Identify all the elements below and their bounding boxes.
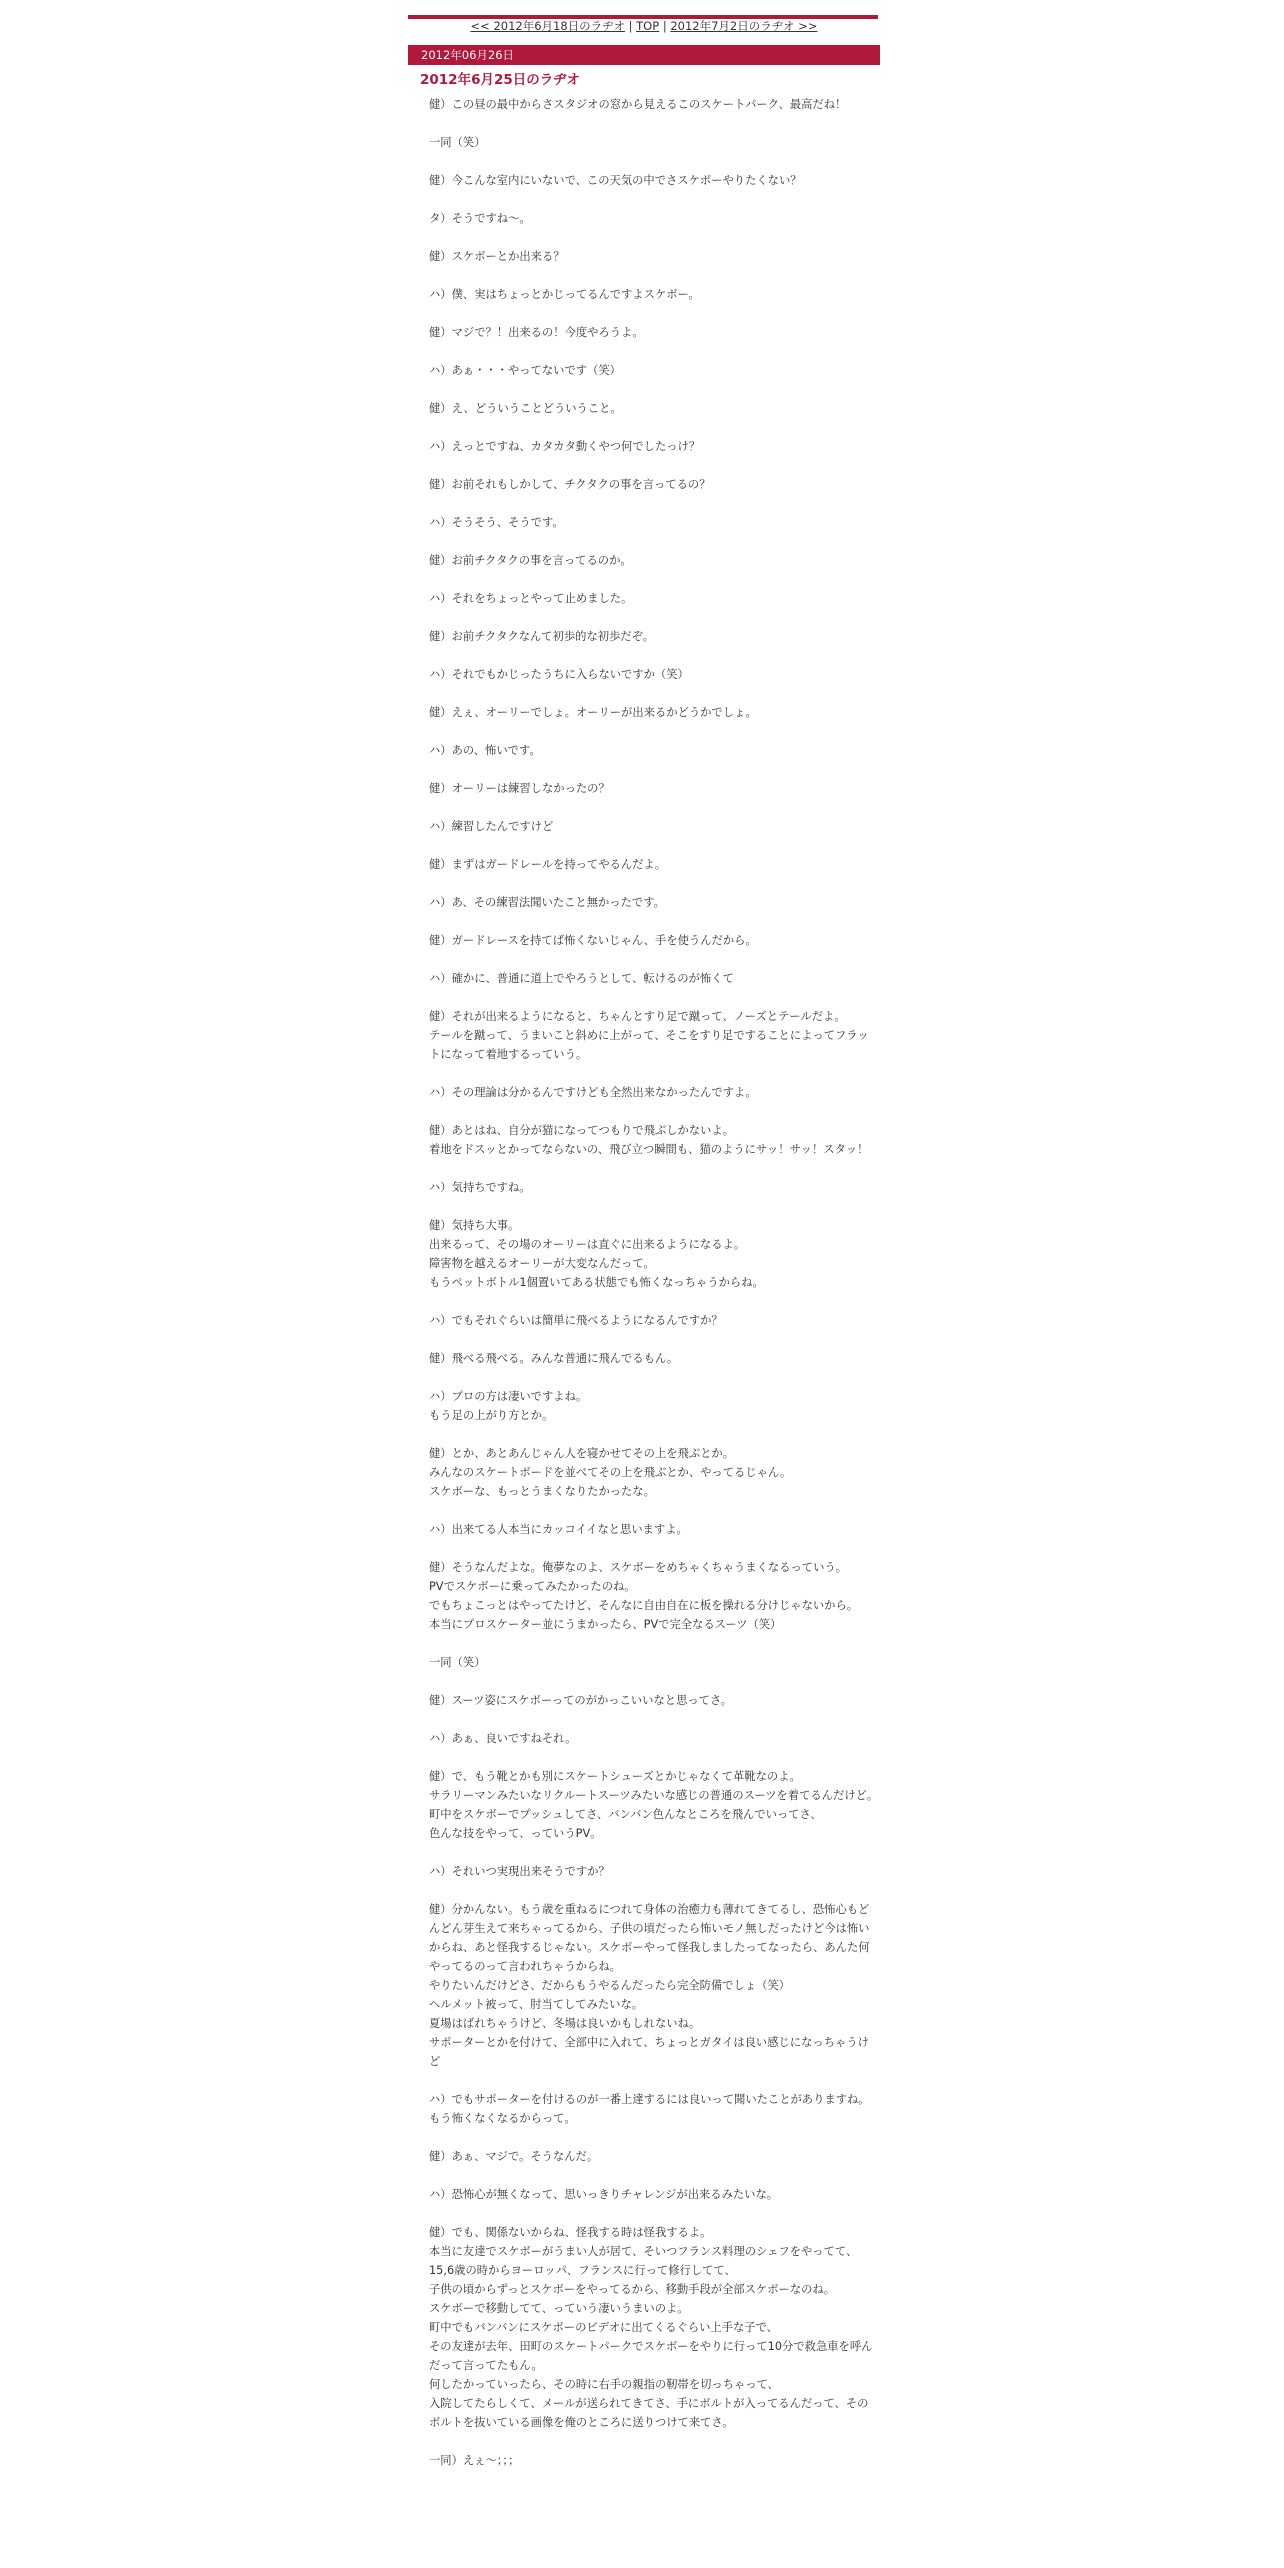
dialogue-paragraph: 一同（笑）	[429, 136, 486, 149]
dialogue-paragraph: ハ）それをちょっとやって止めました。	[429, 592, 633, 605]
dialogue-paragraph: 健）気持ち大事。 出来るって、その場のオーリーは直ぐに出来るようになるよ。 障害物を越えるオーリーが大変なんだって。 もうペットボトル1個置いてある状態でも怖くなっちゃうからね。	[429, 1219, 764, 1289]
dialogue-paragraph: 健）あぁ、マジで。そうなんだ。	[429, 2150, 599, 2163]
dialogue-paragraph: ハ）練習したんですけど	[429, 820, 554, 833]
dialogue-paragraph: 健）お前それもしかして、チクタクの事を言ってるの？	[429, 478, 711, 491]
dialogue-paragraph: 健）お前チクタクの事を言ってるのか。	[429, 554, 632, 567]
dialogue-paragraph: 一同（笑）	[429, 1656, 486, 1669]
nav-separator: |	[662, 19, 667, 33]
dialogue-paragraph: ハ）あの、怖いです。	[429, 744, 541, 757]
dialogue-paragraph: 健）でも、関係ないからね、怪我する時は怪我するよ。 本当に友達でスケボーがうまい人が居て、そいつフランス料理のシェフをやってて、15,6歳の時からヨーロッパ、フランスに行って修行してて、 子供の頃からずっとスケボーをやってるから、移動手段が全部スケボーなのね。 スケボーで移動してて、っていう凄いうまいのよ。 町中でもバンバンにスケボーのビデオに出てくるぐらい上手な子で、 その友達が去年、田町のスケートパークでスケボーをやりに行って10分で救急車を呼んだって言ってたもん。 何したかっていったら、その時に右手の親指の靭帯を切っちゃって、 入院してたらしくて、メールが送られてきてさ、手にボルトが入ってるんだって、そのボルトを抜いている画像を俺のところに送りつけて来てさ。	[429, 2226, 873, 2429]
dialogue-paragraph: ハ）出来てる人本当にカッコイイなと思いますよ。	[429, 1523, 688, 1536]
dialogue-paragraph: タ）そうですね～。	[429, 212, 531, 225]
dialogue-paragraph: 健）今こんな室内にいないで、この天気の中でさスケボーやりたくない？	[429, 174, 802, 187]
dialogue-paragraph: ハ）あぁ、良いですねそれ。	[429, 1732, 577, 1745]
dialogue-paragraph: 健）で、もう靴とかも別にスケートシューズとかじゃなくて革靴なのよ。 サラリーマンみたいなリクルートスーツみたいな感じの普通のスーツを着てるんだけど。 町中をスケボーでプッシュしてさ、バンバン色んなところを飛んでいってさ、 色んな技をやって、っていうPV。	[429, 1770, 879, 1840]
dialogue-paragraph: 健）まずはガードレールを持ってやるんだよ。	[429, 858, 667, 871]
dialogue-paragraph: ハ）確かに、普通に道上でやろうとして、転けるのが怖くて	[429, 972, 734, 985]
top-link[interactable]: TOP	[636, 19, 660, 33]
dialogue-paragraph: 健）ガードレースを持てば怖くないじゃん、手を使うんだから。	[429, 934, 757, 947]
dialogue-paragraph: 健）オーリーは練習しなかったの？	[429, 782, 610, 795]
dialogue-paragraph: 健）飛べる飛べる。みんな普通に飛んでるもん。	[429, 1352, 679, 1365]
dialogue-paragraph: ハ）えっとですね、カタカタ動くやつ何でしたっけ？	[429, 440, 701, 453]
dialogue-paragraph: ハ）プロの方は凄いですよね。 もう足の上がり方とか。	[429, 1390, 588, 1422]
dialogue-paragraph: ハ）僕、実はちょっとかじってるんですよスケボー。	[429, 288, 700, 301]
dialogue-paragraph: ハ）それでもかじったうちに入らないですか（笑）	[429, 668, 689, 681]
dialogue-paragraph: 一同）えぇ～；；；	[429, 2454, 520, 2467]
nav-separator: |	[628, 19, 633, 33]
dialogue-paragraph: ハ）そうそう、そうです。	[429, 516, 564, 529]
dialogue-paragraph: 健）そうなんだよな。俺夢なのよ、スケボーをめちゃくちゃうまくなるっていう。 PVでスケボーに乗ってみたかったのね。 でもちょこっとはやってたけど、そんなに自由自在に板を操れる分けじゃないから。 本当にプロスケーター並にうまかったら、PVで完全なるスーツ（笑）	[429, 1561, 859, 1631]
entry-title: 2012年6月25日のラヂオ	[420, 72, 580, 88]
dialogue-paragraph: ハ）気持ちですね。	[429, 1181, 531, 1194]
dialogue-paragraph: ハ）その理論は分かるんですけども全然出来なかったんですよ。	[429, 1086, 757, 1099]
dialogue-paragraph: 健）えぇ、オーリーでしょ。オーリーが出来るかどうかでしょ。	[429, 706, 757, 719]
dialogue-paragraph: 健）それが出来るようになると、ちゃんとすり足で蹴って、ノーズとテールだよ。 テールを蹴って、うまいこと斜めに上がって、そこをすり足ですることによってフラットになって着地するっていう。	[429, 1010, 869, 1061]
dialogue-paragraph: ハ）恐怖心が無くなって、思いっきりチャレンジが出来るみたいな。	[429, 2188, 779, 2201]
dialogue-paragraph: 健）スーツ姿にスケボーってのがかっこいいなと思ってさ。	[429, 1694, 733, 1707]
dialogue-paragraph: 健）お前チクタクなんて初歩的な初歩だぞ。	[429, 630, 655, 643]
dialogue-paragraph: 健）マジで？！出来るの！今度やろうよ。	[429, 326, 644, 339]
entry-date: 2012年06月26日	[421, 48, 515, 62]
dialogue-paragraph: ハ）でもそれぐらいは簡単に飛べるようになるんですか？	[429, 1314, 723, 1327]
entry-navigation	[408, 19, 880, 33]
dialogue-paragraph: 健）スケボーとか出来る？	[429, 250, 565, 263]
next-entry-link[interactable]: 2012年7月2日のラヂオ >>	[670, 19, 818, 33]
dialogue-paragraph: 健）分かんない。もう歳を重ねるにつれて身体の治癒力も薄れてきてるし、恐怖心もどんどん芽生えて来ちゃってるから、子供の頃だったら怖いモノ無しだったけど今は怖いからね、あと怪我するじゃない。スケボーやって怪我しましたってなったら、あんた何やってるのって言われちゃうからね。 やりたいんだけどさ、だからもうやるんだったら完全防備でしょ（笑） ヘルメット被って、肘当てしてみたいな。 夏場はばれちゃうけど、冬場は良いかもしれないね。 サポーターとかを付けて、全部中に入れて、ちょっとガタイは良い感じになっちゃうけど	[429, 1903, 870, 2068]
dialogue-paragraph: 健）あとはね、自分が猫になってつもりで飛ぶしかないよ。 着地をドスッとかってならないの、飛び立つ瞬間も、猫のようにサッ！サッ！スタッ！	[429, 1124, 869, 1156]
dialogue-paragraph: 健）え、どういうことどういうこと。	[429, 402, 622, 415]
dialogue-paragraph: ハ）あ、その練習法聞いたこと無かったです。	[429, 896, 665, 909]
prev-entry-link[interactable]: << 2012年6月18日のラヂオ	[470, 19, 625, 33]
dialogue-paragraph: ハ）それいつ実現出来そうですか？	[429, 1865, 610, 1878]
entry-body	[429, 95, 879, 2489]
dialogue-paragraph: ハ）あぁ・・・やってないです（笑）	[429, 364, 621, 377]
dialogue-paragraph: ハ）でもサポーターを付けるのが一番上達するには良いって聞いたことがありますね。 もう怖くなくなるからって。	[429, 2093, 870, 2125]
dialogue-paragraph: 健）この昼の最中からさスタジオの窓から見えるこのスケートパーク、最高だね！	[429, 98, 847, 111]
dialogue-paragraph: 健）とか、あとあんじゃん人を寝かせてその上を飛ぶとか。 みんなのスケートボードを並べてその上を飛ぶとか、やってるじゃん。 スケボーな、もっとうまくなりたかったな。	[429, 1447, 792, 1498]
date-header	[408, 45, 880, 65]
